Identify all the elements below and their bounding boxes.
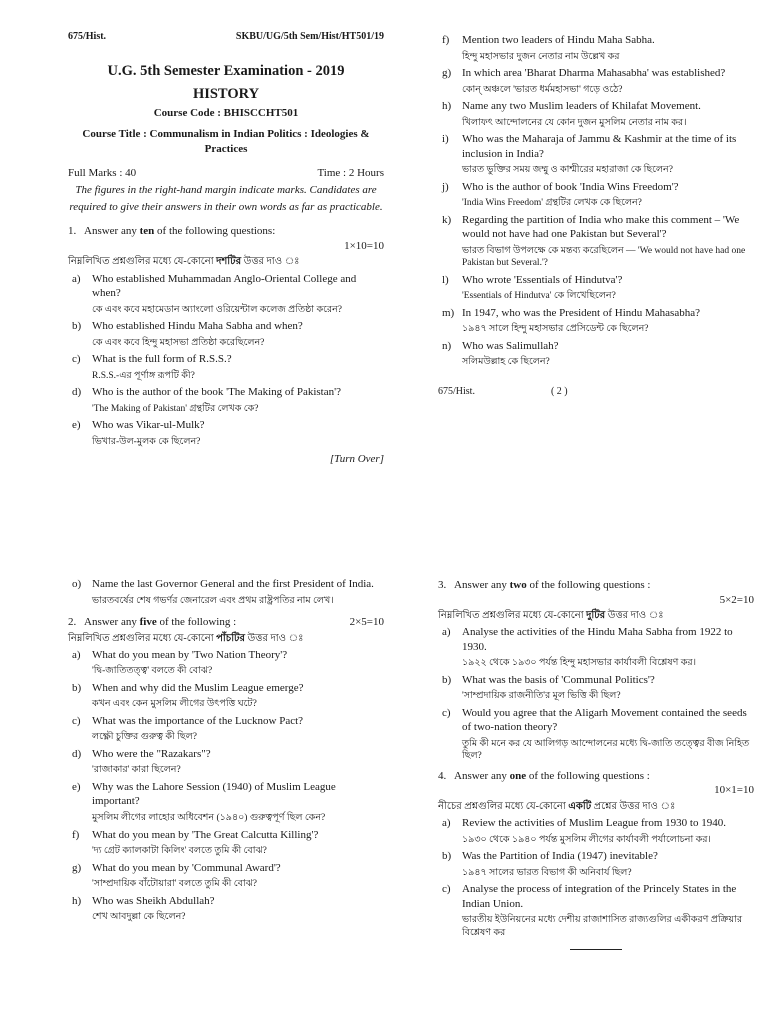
page-two — [0, 512, 768, 1024]
sub-question-text: Who established Hindu Maha Sabha and when? — [92, 320, 303, 333]
page-number: ( 2 ) — [550, 385, 568, 397]
sub-question-text: Regarding the partition of India who make this comment – 'We would not have had one Pakistan but Several'? — [462, 213, 740, 241]
q3-items — [438, 625, 754, 763]
sub-question-label: o) — [72, 578, 82, 590]
sub-question-text: Who was the Maharaja of Jammu & Kashmir at the time of its inclusion in India? — [462, 133, 737, 160]
sub-question — [438, 625, 754, 670]
sub-question — [68, 272, 384, 317]
bengali-instruction: নিম্নলিখিত প্রশ্নগুলির মধ্যে যে-কোনো দুটির উত্তর দাও ঃ — [438, 610, 664, 622]
sub-question — [438, 213, 754, 270]
sub-question-text: What do you mean by 'Two Nation Theory'? — [92, 648, 288, 661]
exam-title: U.G. 5th Semester Examination - 2019 — [107, 63, 345, 80]
sub-question — [438, 673, 754, 703]
q4-items — [438, 816, 754, 939]
question-number: 2. — [68, 616, 77, 629]
sub-question-bengali: 'সাম্প্রদায়িক বাঁটোয়ারা' বলতে তুমি কী বোঝ? — [92, 879, 258, 890]
sub-question-text: Who was Salimullah? — [462, 339, 559, 352]
sub-question-bengali: খিলাফৎ আন্দোলনের যে কোন দুজন মুসলিম নেতার নাম কর। — [462, 117, 687, 128]
sub-question-bengali: কে এবং কবে মহামেডান অ্যাংলো ওরিয়েন্টাল কলেজ প্রতিষ্ঠা করেন? — [92, 304, 343, 315]
sub-question-text: Who established Muhammadan Anglo-Oriental College and when? — [92, 272, 357, 300]
sub-question-bengali: ভারতবর্ষের শেষ গভর্ণর জেনারেল এবং প্রথম রাষ্ট্রপতির নাম লেখ। — [92, 595, 334, 606]
sub-question-text: Analyse the activities of the Hindu Maha Sabha from 1922 to 1930. — [462, 626, 733, 653]
sub-question-label: i) — [442, 133, 449, 146]
sub-question — [68, 418, 384, 448]
sub-question-label: c) — [72, 353, 81, 366]
question-instruction: Answer any two of the following questions : — [454, 579, 651, 591]
sub-question-text: Why was the Lahore Session (1940) of Muslim League important? — [92, 780, 336, 808]
sub-question — [438, 33, 754, 63]
sub-question — [68, 319, 384, 349]
q1-items-left — [68, 272, 384, 449]
bengali-instruction: নিম্নলিখিত প্রশ্নগুলির মধ্যে যে-কোনো দশটির উত্তর দাও ঃ — [68, 256, 300, 268]
sub-question-text: Who was Vikar-ul-Mulk? — [92, 419, 205, 432]
marks-time-row — [68, 166, 384, 181]
course-title: Course Title : Communalism in Indian Politics : Ideologies & Practices — [82, 127, 370, 156]
sub-question — [68, 648, 384, 678]
sub-question-bengali: ১৯২২ থেকে ১৯৩০ পর্যন্ত হিন্দু মহাসভার কার্যাবলী বিশ্লেষণ কর। — [462, 658, 696, 669]
sub-question-bengali: কোন্ অঞ্চলে 'ভারত ধর্মমহাসভা' গড়ে ওঠে? — [462, 84, 623, 95]
sub-question-label: e) — [72, 419, 81, 432]
sub-question-label: f) — [442, 34, 450, 46]
sub-question — [68, 577, 384, 607]
sub-question-label: j) — [442, 180, 449, 193]
full-marks: Full Marks : 40 — [68, 166, 137, 179]
sub-question-label: b) — [72, 681, 82, 694]
header-row — [68, 30, 384, 43]
question-4 — [438, 769, 754, 784]
question-2 — [68, 615, 384, 630]
sub-question-label: d) — [72, 386, 82, 399]
sub-question-label: a) — [442, 817, 451, 830]
question-3 — [438, 578, 754, 593]
question-marks: 1×10=10 — [344, 239, 384, 252]
right-column-bottom — [438, 574, 754, 950]
sub-question — [68, 681, 384, 711]
sub-question-text: Who was Sheikh Abdullah? — [92, 894, 215, 907]
sub-question-bengali: সলিমউল্লাহ কে ছিলেন? — [462, 357, 550, 368]
sub-question-bengali: 'The Making of Pakistan' গ্রন্থটির লেখক কে? — [92, 403, 259, 414]
left-column-bottom — [68, 574, 384, 924]
sub-question-text: Name the last Governor General and the first President of India. — [92, 578, 374, 590]
sub-question — [438, 99, 754, 129]
sub-question-text: Analyse the process of integration of the Princely States in the Indian Union. — [462, 883, 737, 910]
sub-question-bengali: ভিখার-উল-মুলক কে ছিলেন? — [92, 436, 201, 447]
sub-question-bengali: R.S.S.-এর পূর্ণাঙ্গ রূপটি কী? — [92, 370, 195, 381]
sub-question-label: c) — [442, 706, 451, 719]
sub-question-label: l) — [442, 273, 449, 286]
sub-question — [438, 66, 754, 96]
sub-question-bengali: ১৯৪৭ সালে হিন্দু মহাসভার প্রেসিডেন্ট কে ছিলেন? — [462, 324, 649, 335]
page-footer — [438, 385, 754, 398]
sub-question-label: g) — [72, 861, 82, 874]
sub-question-bengali: 'দ্য গ্রেট ক্যালকাটা কিলিং' বলতে তুমি কী বোঝ? — [92, 846, 267, 857]
sub-question-text: Name any two Muslim leaders of Khilafat Movement. — [462, 100, 701, 113]
sub-question-label: d) — [72, 747, 82, 760]
sub-question — [438, 882, 754, 939]
sub-question — [438, 180, 754, 210]
sub-question-label: c) — [442, 883, 451, 896]
sub-question-label: a) — [72, 272, 81, 285]
sub-question-text: Would you agree that the Aligarh Movement contained the seeds of two-nation theory? — [462, 706, 747, 734]
question-1 — [68, 224, 384, 239]
bengali-instruction: নিম্নলিখিত প্রশ্নগুলির মধ্যে যে-কোনো পাঁচটির উত্তর দাও ঃ — [68, 632, 304, 644]
sub-question-bengali: 'দ্বি-জাতিতত্ত্ব' বলতে কী বোঝ? — [92, 666, 213, 677]
sub-question-text: What do you mean by 'The Great Calcutta Killing'? — [92, 828, 319, 841]
sub-question-bengali: ভারত ভুক্তির সময় জম্মু ও কাশ্মীরের মহারাজা কে ছিলেন? — [462, 165, 673, 176]
sub-question-label: b) — [442, 673, 452, 686]
sub-question-label: h) — [442, 100, 452, 113]
sub-question-bengali: ১৯৪৭ সালের ভারত বিভাগ কী অনিবার্য ছিল? — [462, 867, 632, 878]
sub-question-text: What do you mean by 'Communal Award'? — [92, 861, 281, 874]
sub-question-text: Who wrote 'Essentials of Hindutva'? — [462, 273, 623, 286]
sub-question-label: h) — [72, 894, 82, 907]
q1-items-right — [438, 33, 754, 369]
sub-question — [438, 132, 754, 177]
sub-question-label: b) — [72, 320, 82, 333]
sub-question — [68, 828, 384, 858]
sub-question — [68, 894, 384, 924]
sub-question-bengali: ভারতীয় ইউনিয়নের মধ্যে দেশীয় রাজাশাসিত রাজ্যগুলির একীকরণ প্রক্রিয়ার বিশ্লেষণ কর — [462, 915, 743, 938]
right-column — [438, 30, 754, 398]
sub-question-text: Who is the author of the book 'The Making of Pakistan'? — [92, 386, 341, 399]
sub-question-text: Who were the "Razakars"? — [92, 747, 211, 760]
sub-question-bengali: 'India Wins Freedom' গ্রন্থটির লেখক কে ছিলেন? — [462, 198, 642, 209]
sub-question-bengali: লক্ষ্ণৌ চুক্তির গুরুত্ব কী ছিল? — [92, 732, 197, 743]
subject-title: HISTORY — [192, 86, 260, 103]
sub-question-text: Who is the author of book 'India Wins Freedom'? — [462, 180, 679, 193]
instructions-note: The figures in the right-hand margin indicate marks. Candidates are required to give their answers in their own words as far as practicable. — [69, 184, 383, 214]
sub-question-bengali: ভারত বিভাগ উপলক্ষে কে মন্তব্য করেছিলেন — 'We would not have had one Pakistan but Several.'? — [462, 245, 746, 269]
sub-question-text: What is the full form of R.S.S.? — [92, 353, 232, 366]
sub-question-label: m) — [442, 306, 455, 319]
sub-question-label: a) — [442, 626, 451, 639]
sub-question-text: In 1947, who was the President of Hindu Mahasabha? — [462, 306, 700, 319]
sub-question — [68, 385, 384, 415]
sub-question-label: n) — [442, 339, 452, 352]
sub-question — [68, 780, 384, 825]
exam-code: SKBU/UG/5th Sem/Hist/HT501/19 — [235, 31, 384, 42]
sub-question-bengali: 'রাজাকার' কারা ছিলেন? — [92, 765, 181, 776]
sub-question-label: g) — [442, 67, 452, 80]
q1-items-continued — [68, 577, 384, 607]
sub-question-label: k) — [442, 213, 452, 226]
sub-question-text: Was the Partition of India (1947) inevitable? — [462, 850, 658, 863]
time-allowed: Time : 2 Hours — [317, 166, 384, 179]
left-column — [68, 0, 384, 467]
sub-question-bengali: 'Essentials of Hindutva' কে লিখেছিলেন? — [462, 291, 616, 302]
sub-question-bengali: শেখ আবদুল্লা কে ছিলেন? — [92, 912, 186, 923]
question-number: 3. — [438, 579, 447, 591]
sub-question — [438, 816, 754, 846]
sub-question — [68, 861, 384, 891]
bengali-instruction: নীচের প্রশ্নগুলির মধ্যে যে-কোনো একটি প্রশ্নের উত্তর দাও ঃ — [438, 800, 676, 812]
sub-question — [68, 352, 384, 382]
sub-question-label: b) — [442, 850, 452, 863]
sub-question-bengali: কখন এবং কেন মুসলিম লীগের উৎপত্তি ঘটে? — [92, 699, 257, 710]
sub-question-bengali: হিন্দু মহাসভার দুজন নেতার নাম উল্লেখ কর — [462, 51, 620, 62]
sub-question-text: What was the importance of the Lucknow Pact? — [92, 714, 304, 727]
sub-question-text: Review the activities of Muslim League from 1930 to 1940. — [462, 817, 726, 830]
sub-question — [68, 714, 384, 744]
paper-code: 675/Hist. — [68, 31, 107, 42]
sub-question — [438, 706, 754, 763]
sub-question — [438, 339, 754, 369]
sub-question-bengali: ১৯৩০ থেকে ১৯৪০ পর্যন্ত মুসলিম লীগের কার্যাবলী পর্যালোচনা কর। — [462, 834, 711, 845]
question-instruction: Answer any ten of the following questions: — [84, 225, 276, 238]
question-number: 4. — [438, 769, 447, 782]
sub-question — [68, 747, 384, 777]
course-code: Course Code : BHISCCHT501 — [153, 107, 299, 120]
sub-question-text: When and why did the Muslim League emerge? — [92, 681, 304, 694]
sub-question-bengali: 'সাম্প্রদায়িক রাজনীতি'র মূল ভিত্তি কী ছিল? — [462, 691, 621, 702]
sub-question-bengali: মুসলিম লীগের লাহোর অধিবেশন (১৯৪০) গুরুত্বপূর্ণ ছিল কেন? — [92, 812, 326, 823]
question-instruction: Answer any one of the following questions : — [454, 769, 650, 782]
sub-question — [438, 306, 754, 336]
q2-items — [68, 648, 384, 924]
sub-question-label: c) — [72, 714, 81, 727]
sub-question-label: e) — [72, 780, 81, 793]
sub-question-text: In which area 'Bharat Dharma Mahasabha' was established? — [462, 67, 726, 80]
sub-question-label: a) — [72, 648, 81, 661]
footer-code: 675/Hist. — [438, 385, 475, 397]
question-instruction: Answer any five of the following : 2×5=10 — [84, 616, 384, 629]
question-marks: 10×1=10 — [714, 784, 754, 797]
end-rule — [570, 949, 622, 950]
sub-question — [438, 273, 754, 303]
sub-question-bengali: কে এবং কবে হিন্দু মহাসভা প্রতিষ্ঠা করেছিলেন? — [92, 337, 265, 348]
sub-question-label: f) — [72, 828, 80, 841]
sub-question-text: Mention two leaders of Hindu Maha Sabha. — [462, 34, 655, 46]
question-number: 1. — [68, 225, 77, 238]
sub-question-text: What was the basis of 'Communal Politics'? — [462, 673, 655, 686]
question-marks: 2×5=10 — [349, 616, 384, 629]
sub-question-bengali: তুমি কী মনে কর যে আলিগড় আন্দোলনের মধ্যে দ্বি-জাতি তত্ত্বের বীজ নিহিত ছিল? — [462, 738, 750, 762]
question-marks: 5×2=10 — [719, 593, 754, 606]
turn-over: [Turn Over] — [329, 453, 384, 466]
sub-question — [438, 849, 754, 879]
